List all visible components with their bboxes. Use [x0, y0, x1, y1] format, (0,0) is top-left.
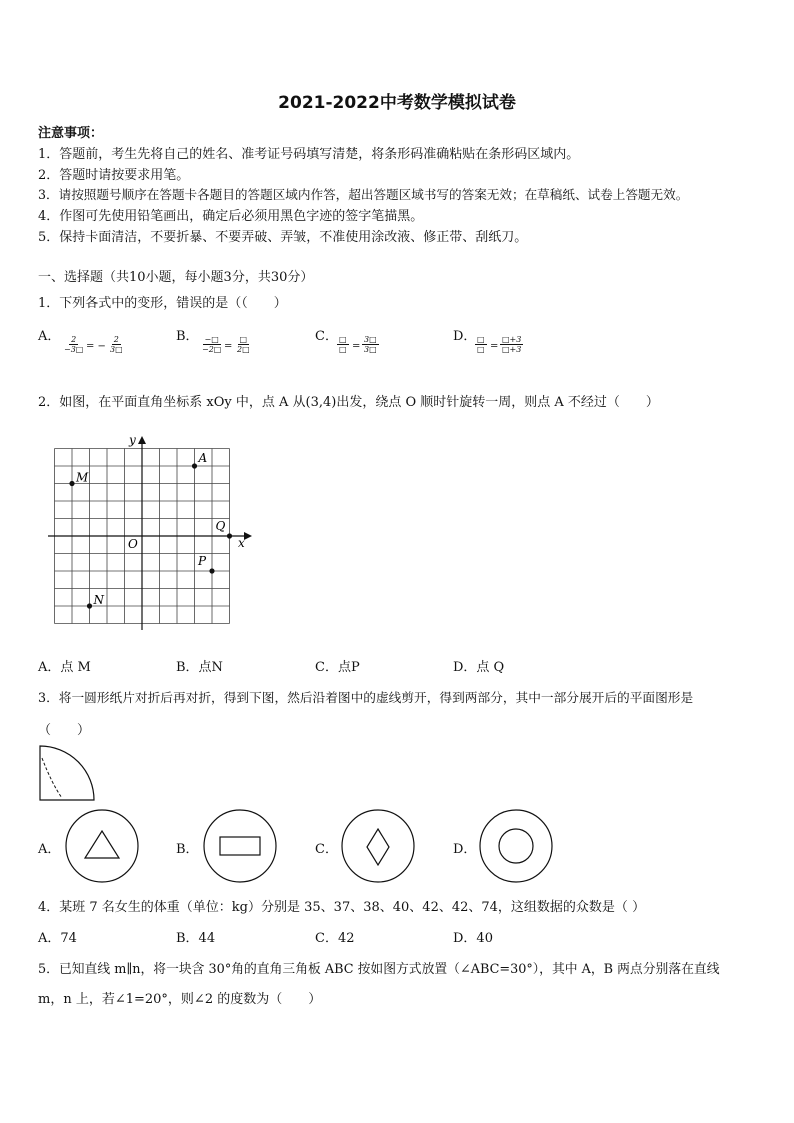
fraction-a-left: $\frac{2}{-3□}$: [64, 335, 84, 354]
question-4-stem: 4．某班 7 名女生的体重（单位：kg）分别是 35、37、38、40、42、42、74，这组数据的众数是（ ）: [38, 900, 646, 915]
coordinate-grid-figure: [44, 432, 254, 634]
question-3-option-a: A．: [38, 842, 61, 857]
page-title: 2021-2022中考数学模拟试卷: [278, 93, 516, 113]
question-2-stem: [38, 391, 659, 410]
option-label-b: B．: [176, 329, 199, 344]
option-label-d: D．: [453, 329, 477, 344]
question-2-option-c: C．点P: [315, 660, 360, 675]
notice-item: 3．请按照题号顺序在答题卡各题目的答题区域内作答，超出答题区域书写的答案无效；在草稿纸、试卷上答题无效。: [38, 187, 689, 202]
equals-b: =: [224, 341, 233, 352]
point-label-a: A: [198, 451, 208, 465]
point-m: [69, 481, 74, 486]
question-4-option-c: C．42: [315, 931, 355, 946]
question-2-stem-post: 出发，绕点 O 顺时针旋转一周，则点 A 不经过（ ）: [336, 395, 659, 410]
point-a: [192, 463, 197, 468]
question-2-coordinate: (3,4): [305, 395, 337, 410]
equals-a: = −: [86, 341, 106, 352]
fraction-b-left: −□ −2□: [202, 335, 222, 354]
x-axis-label: x: [238, 536, 245, 550]
option-label-a: A．: [38, 329, 61, 344]
fraction-a-right: $\frac{2}{3□}$: [110, 335, 123, 354]
question-4-option-a: A．74: [38, 931, 77, 946]
point-label-n: N: [93, 593, 104, 607]
points-layer: [69, 451, 232, 609]
point-p: [209, 568, 214, 573]
equals-c: =: [352, 341, 361, 352]
point-label-p: P: [198, 554, 207, 568]
question-3-paren: （ ）: [38, 723, 91, 738]
question-4-option-d: D．40: [453, 931, 493, 946]
notice-item: 1．答题前，考生先将自己的姓名、准考证号码填写清楚，将条形码准确粘贴在条形码区域内。: [38, 147, 580, 162]
question-5-line-2: m，n 上，若∠1=20°，则∠2 的度数为（ ）: [38, 992, 322, 1007]
section-heading: 一、选择题（共10小题，每小题3分，共30分）: [38, 270, 314, 285]
question-2-option-d: D．点 Q: [453, 660, 505, 675]
y-axis-label: y: [129, 433, 136, 447]
option-label-c: C．: [315, 329, 338, 344]
notice-item: 2．答题时请按要求用笔。: [38, 168, 190, 183]
point-n: [87, 603, 92, 608]
question-4-option-b: B．44: [176, 931, 216, 946]
question-3-option-d: D．: [453, 842, 477, 857]
x-axis-arrow: [244, 532, 252, 540]
triangle-in-circle-icon: [63, 807, 141, 885]
y-axis-arrow: [138, 436, 146, 444]
fraction-c-left: □ □: [339, 335, 347, 354]
equals-d: =: [490, 341, 499, 352]
origin-label: O: [128, 537, 138, 551]
question-2-option-b: B．点N: [176, 660, 223, 675]
circle-in-circle-icon: [477, 807, 555, 885]
question-3-option-b: B．: [176, 842, 199, 857]
question-2-stem-pre: 2．如图，在平面直角坐标系 xOy 中，点 A 从: [38, 395, 306, 410]
question-3-stem: 3．将一圆形纸片对折后再对折，得到下图，然后沿着图中的虚线剪开，得到两部分，其中一部分展开后的平面图形是: [38, 690, 694, 705]
question-5-line-1: 5．已知直线 m∥n，将一块含 30°角的直角三角板 ABC 按如图方式放置（∠ABC=30°），其中 A，B 两点分别落在直线: [38, 962, 720, 977]
rectangle-in-circle-icon: [201, 807, 279, 885]
point-q: [227, 533, 232, 538]
notice-heading: 注意事项：: [38, 126, 104, 141]
point-label-m: M: [76, 470, 89, 485]
diamond-in-circle-icon: [339, 807, 417, 885]
notice-item: 4．作图可先使用铅笔画出，确定后必须用黑色字迹的签字笔描黑。: [38, 209, 424, 224]
question-1-stem: 1．下列各式中的变形，错误的是（（ ）: [38, 296, 287, 311]
fraction-d-right: $\frac{□+3}{□+3}$: [502, 335, 522, 354]
question-2-option-a: A．点 M: [38, 660, 91, 675]
point-label-q: Q: [215, 519, 226, 533]
notice-item: 5．保持卡面清洁，不要折暴、不要弄破、弄皱，不准使用涂改液、修正带、刮纸刀。: [38, 230, 528, 245]
fraction-c-right: $\frac{3□}{3□}$: [364, 335, 377, 354]
question-3-option-c: C．: [315, 842, 338, 857]
fraction-d-left: □ □: [477, 335, 485, 354]
folded-paper-quarter-circle: [38, 744, 96, 802]
fraction-b-right: □ 2□: [237, 335, 250, 354]
